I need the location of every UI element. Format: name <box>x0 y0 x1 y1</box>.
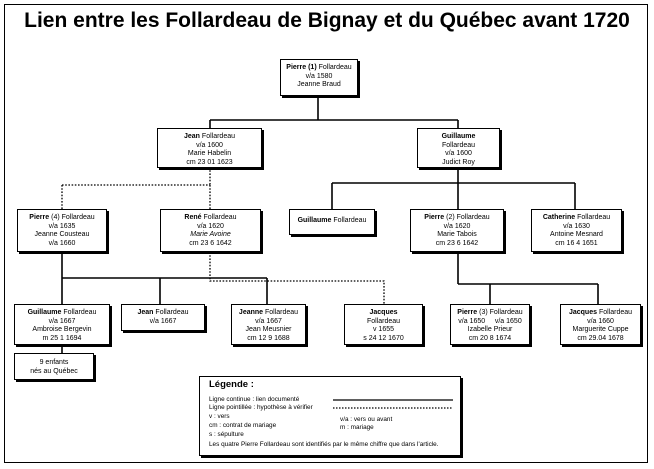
person-box-catherine <box>531 209 622 252</box>
legend-title: Légende : <box>209 379 254 390</box>
person-line: Ambroise Bergevin <box>32 326 92 334</box>
legend-box <box>199 376 461 456</box>
legend-v: v : vers <box>209 413 230 420</box>
person-name: Guillaume Follardeau <box>27 309 97 316</box>
person-name: Jacques Follardeau <box>568 309 633 316</box>
person-name: Pierre (4) Follardeau <box>29 214 95 221</box>
person-line: Jean Meusnier <box>245 326 292 334</box>
person-line: Izabelle Prieur <box>467 326 513 334</box>
person-line: m 25 1 1694 <box>42 334 82 342</box>
person-box-guillaume-jr <box>289 209 375 235</box>
person-line: v/a 1660 <box>587 317 614 325</box>
person-line: s 24 12 1670 <box>363 334 404 342</box>
person-line: Marguerite Cuppe <box>572 326 629 334</box>
person-name: Pierre (1) Follardeau <box>286 64 352 71</box>
diagram-title: Lien entre les Follardeau de Bignay et du Québec avant 1720 <box>24 9 630 32</box>
legend-line-samples <box>333 398 455 410</box>
person-name: Jean Follardeau <box>137 309 189 316</box>
person-line: cm 23 6 1642 <box>435 239 479 247</box>
person-line: Marie Habelin <box>187 150 232 158</box>
legend-va: v/a : vers ou avant <box>340 416 393 423</box>
legend-m: m : mariage <box>340 424 374 431</box>
person-name: Jean Follardeau <box>184 133 235 140</box>
person-box-rene <box>160 209 261 252</box>
person-name: Pierre (2) Follardeau <box>424 214 490 221</box>
person-line: v/a 1650 v/a 1650 <box>458 317 522 325</box>
legend-dotted-label: Ligne pointillée : hypothèse à vérifier <box>209 404 313 411</box>
person-line: cm 23 6 1642 <box>189 239 232 247</box>
person-line: cm 20 8 1674 <box>468 334 512 342</box>
person-line: Judict Roy <box>442 158 475 166</box>
person-name: Jeanne Follardeau <box>238 309 299 316</box>
person-box-guillaume-q <box>14 304 110 345</box>
person-line: cm 29.04 1678 <box>577 334 624 342</box>
person-box-jacques1 <box>344 304 423 345</box>
person-line: v/a 1600 <box>445 150 472 158</box>
person-line: Jeanne Cousteau <box>34 231 90 239</box>
person-line: Follardeau <box>441 141 476 149</box>
person-box-guillaume-sr <box>417 128 500 168</box>
legend-s: s : sépulture <box>209 431 244 438</box>
person-name: Catherine Follardeau <box>542 214 611 221</box>
person-line: v/a 1667 <box>48 317 76 325</box>
person-line: Antoine Mesnard <box>550 231 603 239</box>
person-box-pierre1 <box>280 59 358 96</box>
person-line: v/a 1630 <box>563 222 590 230</box>
note-box-children <box>14 353 94 380</box>
person-line: cm 16 4 1651 <box>555 239 598 247</box>
person-line: Marie Avoine <box>190 231 231 239</box>
person-name: Pierre (3) Follardeau <box>457 309 523 316</box>
person-line: v/a 1667 <box>149 317 177 325</box>
legend-note: Les quatre Pierre Follardeau sont identifiés par le même chiffre que dans l'article. <box>209 441 439 448</box>
note-line: nés au Québec <box>30 367 78 375</box>
person-line: cm 12 9 1688 <box>247 334 290 342</box>
person-line: Follardeau <box>366 317 401 325</box>
person-box-pierre2 <box>410 209 504 252</box>
person-line: v/a 1580 <box>305 72 333 80</box>
person-box-pierre4 <box>17 209 107 252</box>
person-line: v/a 1620 <box>443 222 471 230</box>
person-name: Jacques <box>369 309 398 316</box>
person-line: v/a 1620 <box>197 222 224 230</box>
person-line: Jeanne Braud <box>297 81 341 89</box>
person-line: v/a 1660 <box>48 239 76 247</box>
person-box-jean <box>157 128 262 168</box>
note-line: 9 enfants <box>39 359 69 366</box>
person-name: Guillaume Follardeau <box>297 217 367 224</box>
person-box-jacques2 <box>560 304 641 345</box>
person-line: v 1655 <box>372 326 395 334</box>
person-box-jeanne <box>231 304 306 345</box>
person-line: cm 23 01 1623 <box>186 158 233 166</box>
person-line: Marie Tabois <box>437 231 477 239</box>
legend-solid-label: Ligne continue : lien documenté <box>209 396 300 403</box>
person-box-jean-q <box>121 304 205 331</box>
person-name: René Follardeau <box>184 214 237 221</box>
person-name: Guillaume <box>441 133 476 140</box>
person-line: v/a 1667 <box>255 317 282 325</box>
person-box-pierre3 <box>450 304 530 345</box>
legend-cm: cm : contrat de mariage <box>209 422 277 429</box>
person-line: v/a 1600 <box>196 141 223 149</box>
person-line: v/a 1635 <box>48 222 76 230</box>
